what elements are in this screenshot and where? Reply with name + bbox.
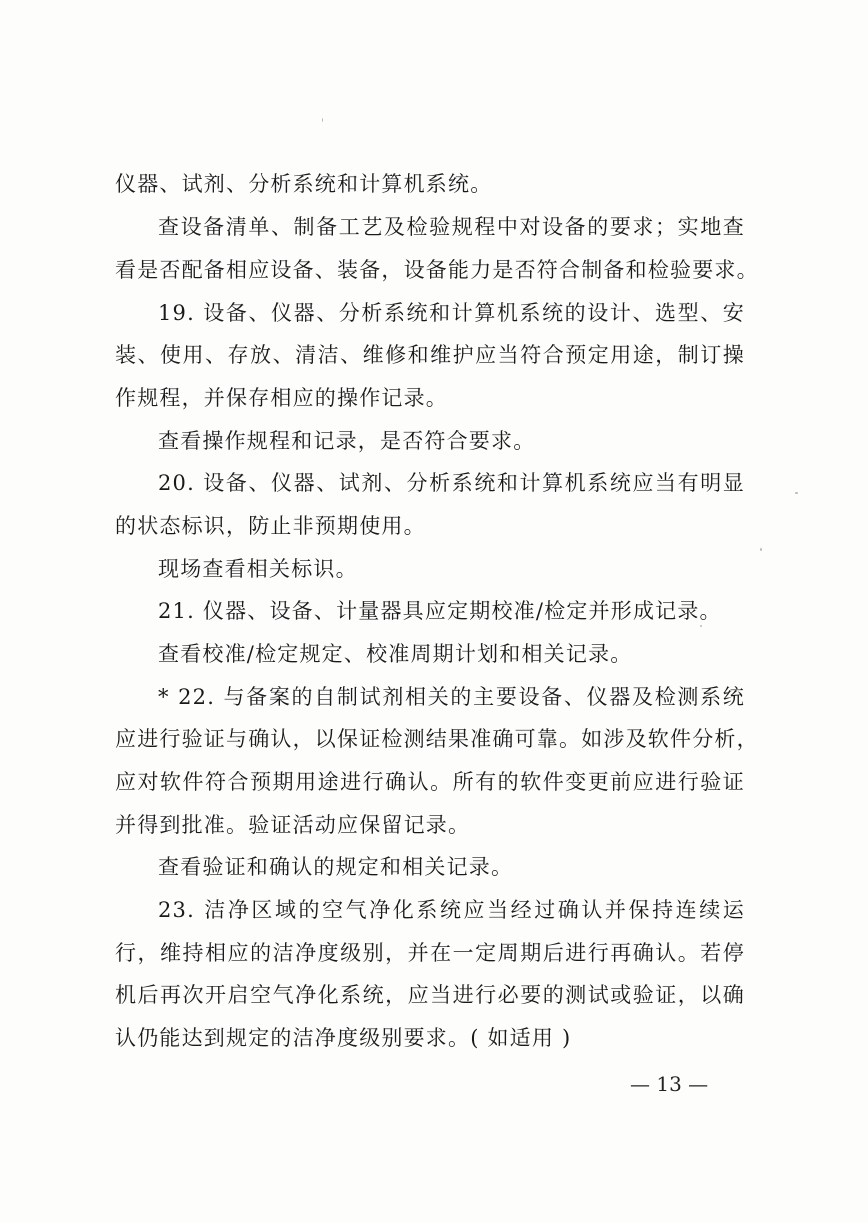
scan-speck bbox=[760, 548, 762, 551]
text-line: 查设备清单、制备工艺及检验规程中对设备的要求；实地查 bbox=[158, 215, 745, 239]
scan-speck bbox=[700, 625, 702, 627]
text-line: 装、使用、存放、清洁、维修和维护应当符合预定用途，制订操 bbox=[115, 343, 745, 367]
text-line: 现场查看相关标识。 bbox=[158, 557, 358, 581]
text-line: 行，维持相应的洁净度级别，并在一定周期后进行再确认。若停 bbox=[115, 941, 745, 965]
text-line: 应进行验证与确认，以保证检测结果准确可靠。如涉及软件分析， bbox=[115, 727, 759, 751]
text-line: 并得到批准。验证活动应保留记录。 bbox=[115, 813, 471, 837]
text-line: 认仍能达到规定的洁净度级别要求。( 如适用 ) bbox=[115, 1026, 572, 1050]
scan-speck bbox=[322, 118, 323, 122]
text-line: 19. 设备、仪器、分析系统和计算机系统的设计、选型、安 bbox=[158, 301, 745, 325]
text-line: 的状态标识，防止非预期使用。 bbox=[115, 514, 426, 538]
text-line: 查看校准/检定规定、校准周期计划和相关记录。 bbox=[158, 642, 633, 666]
text-line: 20. 设备、仪器、试剂、分析系统和计算机系统应当有明显 bbox=[158, 471, 745, 495]
page-number: — 13 — bbox=[630, 1072, 709, 1096]
text-line: 看是否配备相应设备、装备，设备能力是否符合制备和检验要求。 bbox=[115, 258, 759, 282]
text-line: 查看操作规程和记录，是否符合要求。 bbox=[158, 429, 536, 453]
text-line: 21. 仪器、设备、计量器具应定期校准/检定并形成记录。 bbox=[158, 599, 722, 623]
text-line: 23. 洁净区域的空气净化系统应当经过确认并保持连续运 bbox=[158, 898, 745, 922]
text-line: 查看验证和确认的规定和相关记录。 bbox=[158, 855, 514, 879]
text-line: 仪器、试剂、分析系统和计算机系统。 bbox=[115, 172, 493, 196]
text-line: 应对软件符合预期用途进行确认。所有的软件变更前应进行验证 bbox=[115, 770, 745, 794]
text-line: * 22. 与备案的自制试剂相关的主要设备、仪器及检测系统 bbox=[158, 685, 745, 709]
scan-speck bbox=[795, 492, 798, 494]
text-line: 机后再次开启空气净化系统，应当进行必要的测试或验证，以确 bbox=[115, 983, 745, 1007]
text-line: 作规程，并保存相应的操作记录。 bbox=[115, 386, 448, 410]
